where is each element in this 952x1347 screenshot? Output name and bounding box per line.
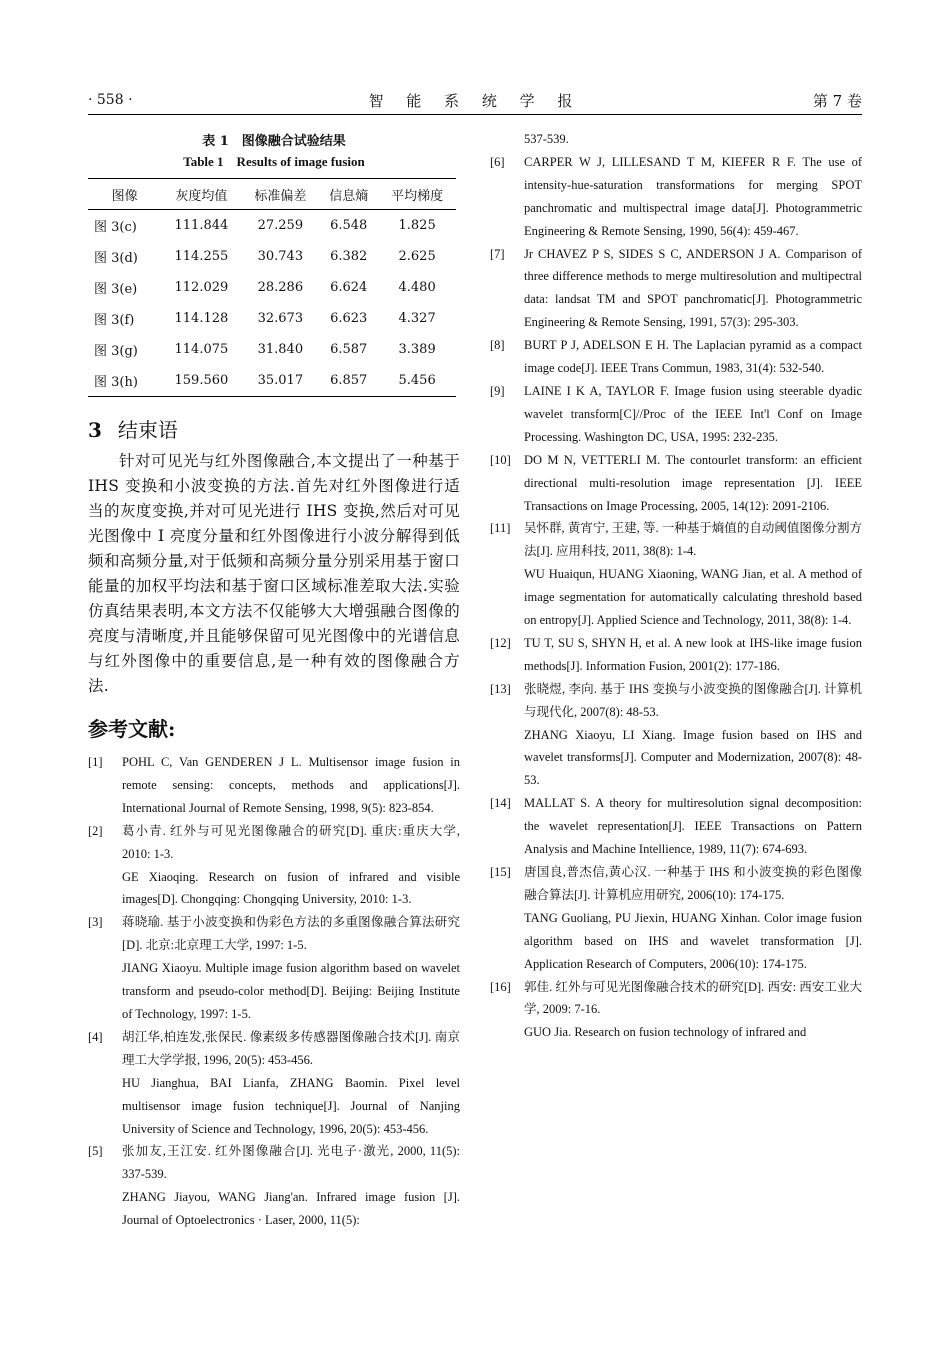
journal-name: 智 能 系 统 学 报 <box>368 92 582 110</box>
table-cell: 35.017 <box>242 365 320 397</box>
reference-number: [9] <box>490 383 505 398</box>
reference-item <box>490 128 862 151</box>
reference-number: [8] <box>490 338 505 353</box>
table-cell: 30.743 <box>257 249 304 264</box>
reference-number: [11] <box>490 521 511 536</box>
table-cell: 114.075 <box>174 342 229 357</box>
table-cell: 27.259 <box>257 218 304 233</box>
table-cell: 6.382 <box>330 249 368 264</box>
reference-number: [3] <box>88 915 103 930</box>
reference-text: 张加友,王江安. 红外图像融合[J]. 光电子·激光, 2000, 11(5): 337-539. ZHANG Jiayou, WANG Jiang'an. Infrared image fusion [J]. Journal of Optoelectronics · Laser, 2000, 11(5): <box>122 1144 460 1228</box>
reference-item <box>88 820 460 912</box>
reference-text: TU T, SU S, SHYN H, et al. A new look at IHS-like image fusion methods[J]. Information Fusion, 2001(2): 177-186. <box>524 635 862 673</box>
page-number: · 558 · <box>88 92 133 108</box>
reference-text: Jr CHAVEZ P S, SIDES S C, ANDERSON J A. Comparison of three difference methods to merge multiresolution and multipectral data: landsat TM and SPOT panchromatic[J]. Photogrammetric Engineering & Remote Sensing, 1991, 57(3): 295-303. <box>524 246 862 330</box>
table-cell: 28.286 <box>257 280 304 295</box>
reference-item <box>88 1140 460 1232</box>
reference-text: 葛小青. 红外与可见光图像融合的研究[D]. 重庆:重庆大学, 2010: 1-3. GE Xiaoqing. Research on fusion of infrared and visible images[D]. Chongqing: Chongqing University, 2010: 1-3. <box>122 823 460 907</box>
table-cell: 112.029 <box>174 280 229 295</box>
reference-text: 胡江华,柏连发,张保民. 像素级多传感器图像融合技术[J]. 南京理工大学学报, 1996, 20(5): 453-456. HU Jianghua, BAI Lianfa, ZHANG Baomin. Pixel level multisensor image fusion technique[J]. Journal of Nanjing University of Science and Technology, 1996, 20(5): 453-456. <box>122 1029 460 1136</box>
table-header-cell: 标准偏差 <box>242 179 320 210</box>
conclusion-paragraph: 针对可见光与红外图像融合,本文提出了一种基于 IHS 变换和小波变换的方法.首先对红外图像进行适当的灰度变换,并对可见光进行 IHS 变换,然后对可见光图像中 I 亮度分量和红外图像进行小波分解得到低频和高频分量,对于低频和高频分量分别采用基于窗口能量的加权平均法和基于窗口区域标准差取大法.实验仿真结果表明,本文方法不仅能够大大增强融合图像的亮度与清晰度,并且能够保留可见光图像中的光谱信息与红外图像中的重要信息,是一种有效的图像融合方法. <box>88 452 460 695</box>
table-cell: 3.389 <box>398 342 436 357</box>
table-body <box>88 210 456 397</box>
table-cell: 111.844 <box>174 218 229 233</box>
reference-item <box>490 792 862 861</box>
reference-item <box>490 632 862 678</box>
reference-list-left <box>88 751 460 1232</box>
table-cell: 6.587 <box>330 342 368 357</box>
section-heading <box>88 415 460 445</box>
references-heading: 参考文献: <box>88 717 176 741</box>
table-cell: 图 3(g) <box>94 344 138 359</box>
reference-item <box>490 380 862 449</box>
reference-number: [4] <box>88 1029 103 1044</box>
reference-item <box>88 911 460 1026</box>
reference-item <box>490 976 862 1045</box>
table-cell: 6.623 <box>330 311 368 326</box>
table-cell: 4.480 <box>398 280 436 295</box>
table-row <box>88 210 456 242</box>
right-column <box>490 122 862 1044</box>
reference-number: [7] <box>490 246 505 261</box>
reference-text: 吴怀群, 黄宵宁, 王建, 等. 一种基于熵值的自动阈值图像分割方法[J]. 应用科技, 2011, 38(8): 1-4. WU Huaiqun, HUANG Xiaoning, WANG Jian, et al. A method of image segmentation for automatically calculating threshold based on entropy[J]. Applied Science and Technology, 2011, 38(8): 1-4. <box>524 521 862 628</box>
table-header-cell: 图像 <box>88 179 161 210</box>
reference-text: LAINE I K A, TAYLOR F. Image fusion using steerable dyadic wavelet transform[C]//Proc of the IEEE Int'l Conf on Image Processing. Washington DC, USA, 1995: 232-235. <box>524 383 862 444</box>
table-header-cell: 信息熵 <box>319 179 378 210</box>
reference-text: 蒋晓瑜. 基于小波变换和伪彩色方法的多重图像融合算法研究[D]. 北京:北京理工大学, 1997: 1-5. JIANG Xiaoyu. Multiple image fusion algorithm based on wavelet transform and pseudo-color method[D]. Beijing: Beijing Institute of Technology, 1997: 1-5. <box>122 915 460 1021</box>
table-cell: 图 3(c) <box>94 220 137 235</box>
section-title: 结束语 <box>117 418 178 442</box>
table-row <box>88 365 456 397</box>
table-cell: 图 3(f) <box>94 313 135 328</box>
table-cell: 6.548 <box>330 218 368 233</box>
page-header <box>88 88 862 114</box>
reference-text: 郭佳. 红外与可见光图像融合技术的研究[D]. 西安: 西安工业大学, 2009: 7-16. GUO Jia. Research on fusion technology of infrared and <box>524 979 862 1040</box>
left-column <box>88 122 460 1232</box>
reference-text: POHL C, Van GENDEREN J L. Multisensor image fusion in remote sensing: concepts, methods and applications[J]. International Journal of Remote Sensing, 1998, 9(5): 823-854. <box>122 755 460 815</box>
table-cell: 31.840 <box>257 342 304 357</box>
reference-number: [5] <box>88 1144 103 1159</box>
reference-list-right <box>490 128 862 1044</box>
section-number: 3 <box>88 418 102 442</box>
table-cell: 图 3(h) <box>88 365 161 397</box>
table-row <box>88 303 456 334</box>
reference-number: [15] <box>490 865 511 879</box>
reference-text: 唐国良,普杰信,黄心汉. 一种基于 IHS 和小波变换的彩色图像融合算法[J]. 计算机应用研究, 2006(10): 174-175. TANG Guoliang, PU Jiexin, HUANG Xinhan. Color image fusion algorithm based on IHS and wavelet transformation [J]. Application Research of Computers, 2006(10): 174-175. <box>524 865 862 971</box>
results-table <box>88 178 456 397</box>
reference-item <box>490 861 862 976</box>
reference-item <box>490 334 862 380</box>
table-cell: 6.857 <box>319 365 378 397</box>
reference-text: BURT P J, ADELSON E H. The Laplacian pyramid as a compact image code[J]. IEEE Trans Commun, 1983, 31(4): 532-540. <box>524 338 862 376</box>
table-cell: 2.625 <box>398 249 436 264</box>
reference-text: MALLAT S. A theory for multiresolution signal decomposition: the wavelet representation[J]. IEEE Transactions on Pattern Analysis and Machine Intellience, 1989, 11(7): 674-693. <box>524 796 862 857</box>
table-cell: 1.825 <box>398 218 436 233</box>
reference-number: [10] <box>490 452 511 467</box>
header-rule <box>88 114 862 115</box>
reference-number: [13] <box>490 681 511 696</box>
table-cell: 114.255 <box>174 249 229 264</box>
reference-text: DO M N, VETTERLI M. The contourlet transform: an efficient directional multi-resolution image representation [J]. IEEE Transactions on Image Processing, 2005, 14(12): 2091-2106. <box>524 452 862 513</box>
reference-text: 537-539. <box>524 132 569 146</box>
reference-item <box>490 449 862 518</box>
table-cell: 32.673 <box>257 311 304 326</box>
reference-item <box>490 243 862 335</box>
table-header-row <box>88 179 456 210</box>
reference-number: [6] <box>490 154 505 169</box>
reference-item <box>88 751 460 820</box>
table-row <box>88 272 456 303</box>
table-cell: 图 3(e) <box>94 282 138 297</box>
volume-label: 第 7 卷 <box>812 92 862 110</box>
table-header-cell: 灰度均值 <box>161 179 241 210</box>
table-header-cell: 平均梯度 <box>378 179 456 210</box>
reference-number: [14] <box>490 796 511 811</box>
reference-text: 张晓煜, 李向. 基于 IHS 变换与小波变换的图像融合[J]. 计算机与现代化, 2007(8): 48-53. ZHANG Xiaoyu, LI Xiang. Image fusion based on IHS and wavelet transforms[J]. Computer and Modernization, 2007(8): 48-53. <box>524 681 862 788</box>
table-cell: 图 3(d) <box>94 251 138 266</box>
reference-number: [16] <box>490 979 511 994</box>
reference-number: [2] <box>88 823 103 838</box>
reference-item <box>490 151 862 243</box>
table-cell: 4.327 <box>398 311 436 326</box>
table-cell: 6.624 <box>330 280 368 295</box>
reference-item <box>490 517 862 632</box>
table-cell: 114.128 <box>174 311 229 326</box>
table-caption-cn: 表 1 图像融合试验结果 <box>202 134 346 149</box>
reference-number: [1] <box>88 755 103 769</box>
table-row <box>88 334 456 365</box>
table-row <box>88 241 456 272</box>
reference-text: CARPER W J, LILLESAND T M, KIEFER R F. The use of intensity-hue-saturation transformations for merging SPOT panchromatic and multispectral image data[J]. Photogrammetric Engineering & Remote Sensing, 1990, 56(4): 459-467. <box>524 154 862 238</box>
reference-number: [12] <box>490 635 511 650</box>
reference-item <box>490 678 862 793</box>
table-cell: 159.560 <box>161 365 241 397</box>
reference-item <box>88 1026 460 1141</box>
table-caption-en: Table 1 Results of image fusion <box>183 154 365 169</box>
table-cell: 5.456 <box>378 365 456 397</box>
